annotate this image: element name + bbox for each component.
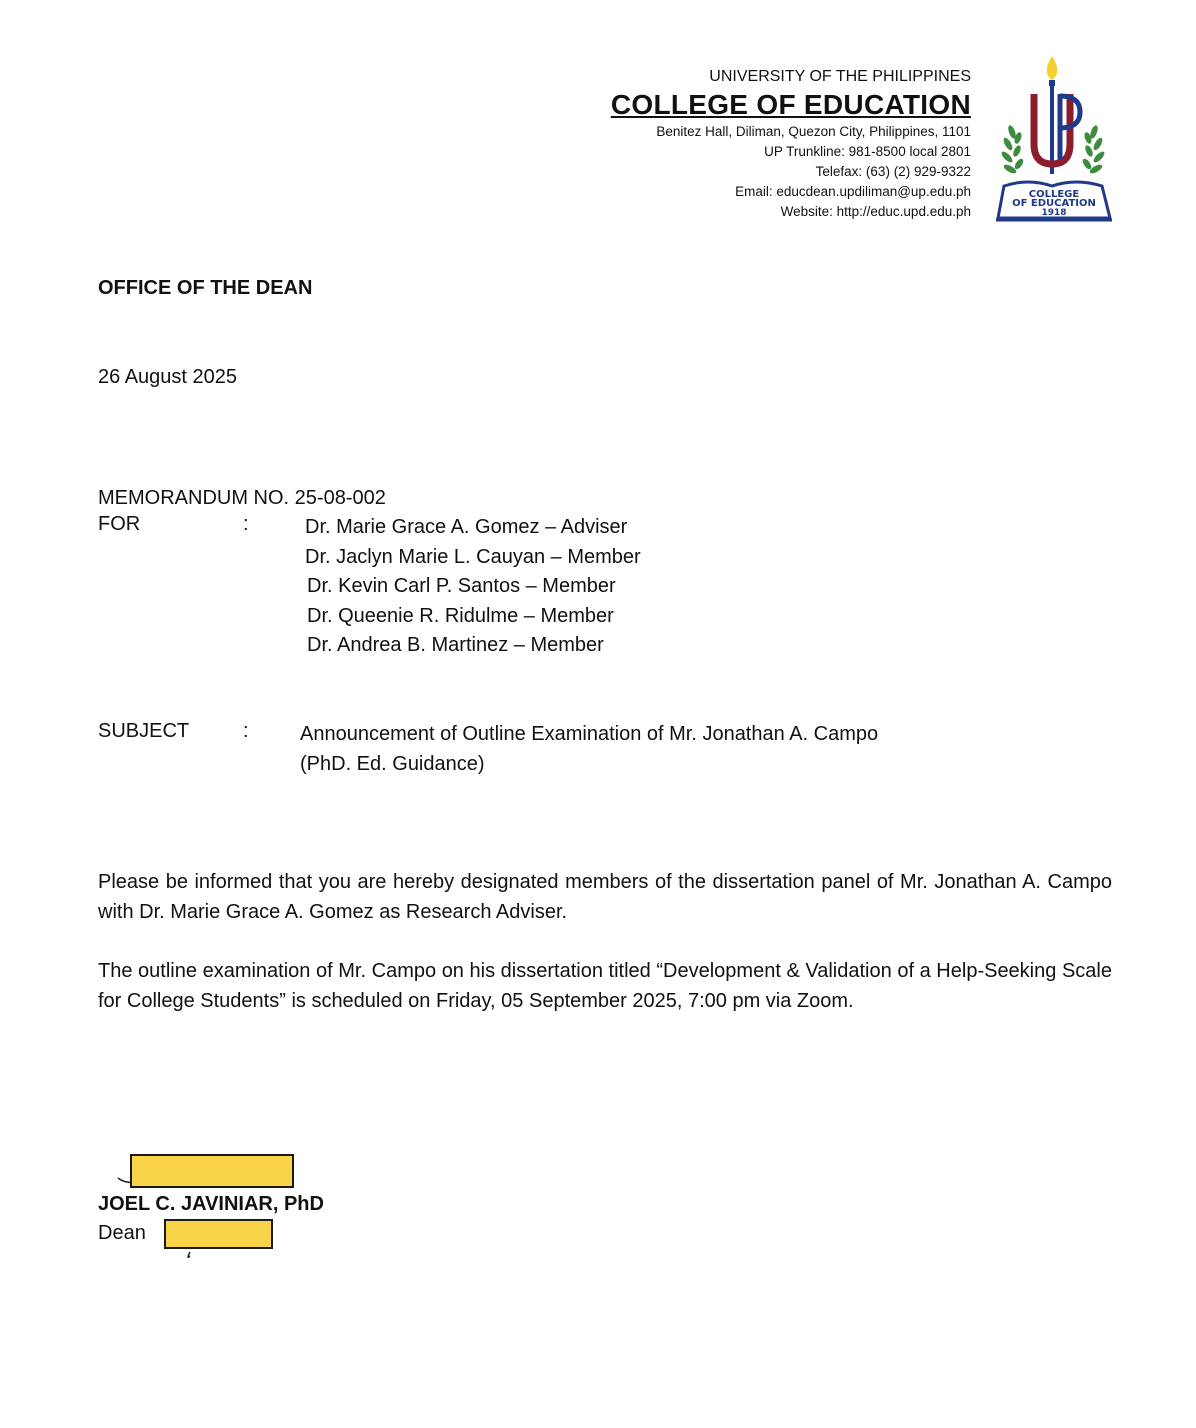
subject-text (300, 720, 1020, 779)
subject-line: (PhD. Ed. Guidance) (300, 752, 485, 775)
redaction-box (130, 1154, 294, 1188)
for-label (98, 513, 140, 536)
recipient-item: Dr. Queenie R. Ridulme – Member (307, 604, 614, 627)
memo-date: 26 August 2025 (98, 366, 238, 388)
logo-text-year: 1918 (1041, 208, 1067, 218)
college-name: COLLEGE OF EDUCATION (610, 89, 971, 120)
trunkline: UP Trunkline: 981-8500 local 2801 (764, 144, 971, 159)
signatory-title: Dean (98, 1222, 146, 1244)
signatory-name: JOEL C. JAVINIAR, PhD (98, 1193, 324, 1215)
body-paragraph: The outline examination of Mr. Campo on his dissertation titled “Development & Validation of a Help-Seeking Scale for College Students” is scheduled on Friday, 05 September 2025, 7:00 pm via Zoom. (98, 960, 1112, 1012)
logo-text-of-education: OF EDUCATION (1012, 198, 1096, 209)
college-logo-icon (990, 52, 1118, 224)
subject-label: SUBJECT (98, 720, 190, 742)
recipient-item: Dr. Marie Grace A. Gomez – Adviser (305, 516, 628, 538)
memo-number: MEMORANDUM NO. 25-08-002 (98, 487, 386, 509)
website: Website: http://educ.upd.edu.ph (780, 204, 971, 219)
email: Email: educdean.updiliman@up.edu.ph (735, 184, 971, 199)
telefax: Telefax: (63) (2) 929-9322 (815, 164, 971, 179)
subject-line: Announcement of Outline Examination of Mr. Jonathan A. Campo (300, 723, 879, 745)
body-paragraph: Please be informed that you are hereby designated members of the dissertation panel of Mr. Jonathan A. Campo with Dr. Marie Grace A. Gomez as Research Adviser. (98, 871, 1112, 923)
recipient-item: Dr. Kevin Carl P. Santos – Member (307, 575, 616, 598)
subject-colon: : (243, 720, 249, 742)
university-name: UNIVERSITY OF THE PHILIPPINES (709, 68, 971, 85)
for-colon: : (243, 513, 249, 535)
recipient-item: Dr. Jaclyn Marie L. Cauyan – Member (305, 545, 641, 568)
logo-text-college: COLLEGE (1028, 189, 1080, 200)
letterhead (611, 66, 971, 222)
address: Benitez Hall, Diliman, Quezon City, Philippines, 1101 (656, 124, 971, 139)
redaction-box (164, 1219, 273, 1249)
for-label-text: FOR (98, 513, 141, 535)
recipient-list (305, 513, 641, 661)
office-heading: OFFICE OF THE DEAN (98, 277, 313, 299)
recipient-item: Dr. Andrea B. Martinez – Member (307, 634, 604, 657)
